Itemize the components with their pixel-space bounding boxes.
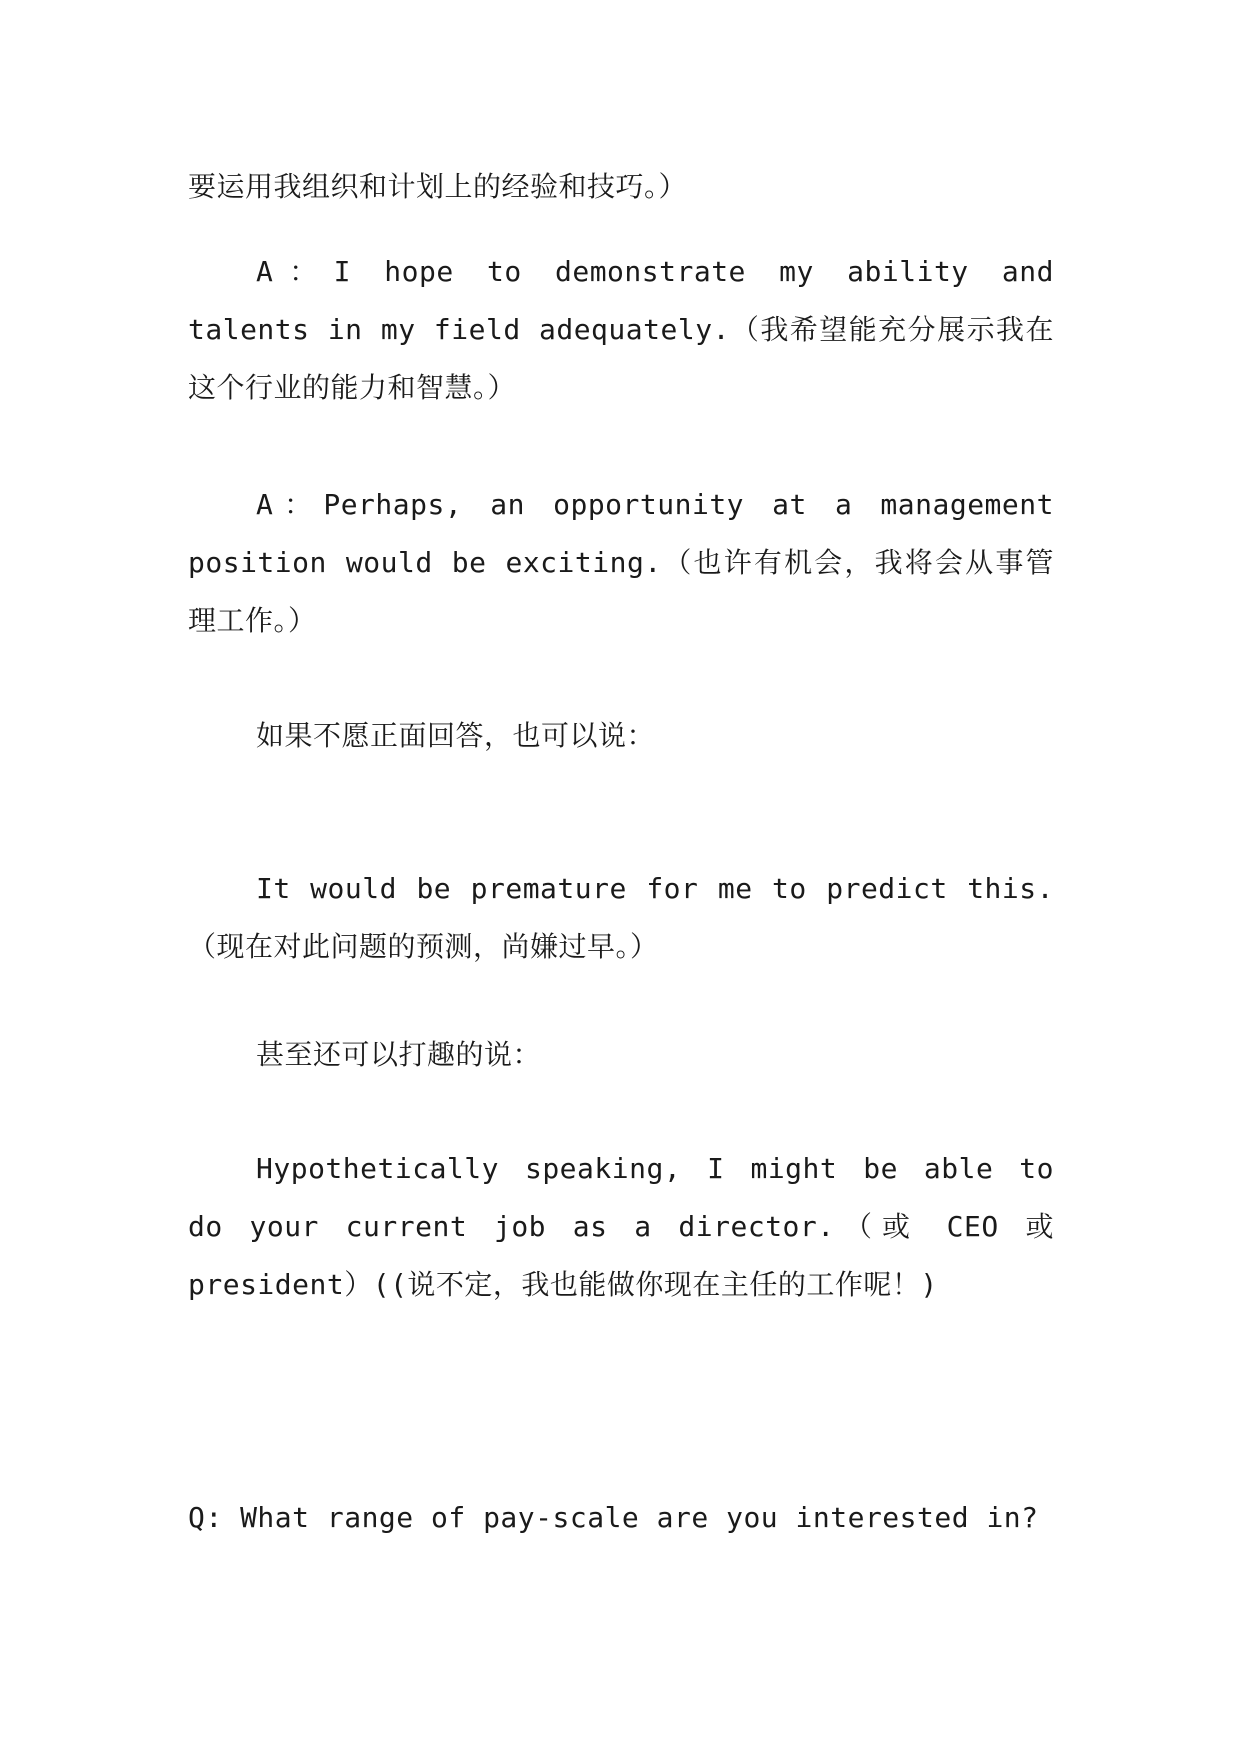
question-paragraph: Q: What range of pay-scale are you interested in? bbox=[188, 1501, 1039, 1534]
answer-paragraph-2: A：Perhaps, an opportunity at a management position would be exciting.（也许有机会，我将会从事管理工作。） bbox=[188, 488, 1054, 637]
example-paragraph-2: Hypothetically speaking, I might be able to do your current job as a director.（或 CEO 或 president）((说不定，我也能做你现在主任的工作呢！) bbox=[188, 1152, 1054, 1301]
answer-paragraph-1: A：I hope to demonstrate my ability and talents in my field adequately.（我希望能充分展示我在这个行业的能力和智慧。） bbox=[188, 255, 1054, 404]
paragraph-continuation: 要运用我组织和计划上的经验和技巧。） bbox=[188, 170, 688, 203]
tip-paragraph-1: 如果不愿正面回答，也可以说： bbox=[256, 719, 656, 752]
example-paragraph-1: It would be premature for me to predict this.（现在对此问题的预测，尚嫌过早。） bbox=[188, 872, 1054, 963]
tip-paragraph-2: 甚至还可以打趣的说： bbox=[256, 1038, 542, 1071]
